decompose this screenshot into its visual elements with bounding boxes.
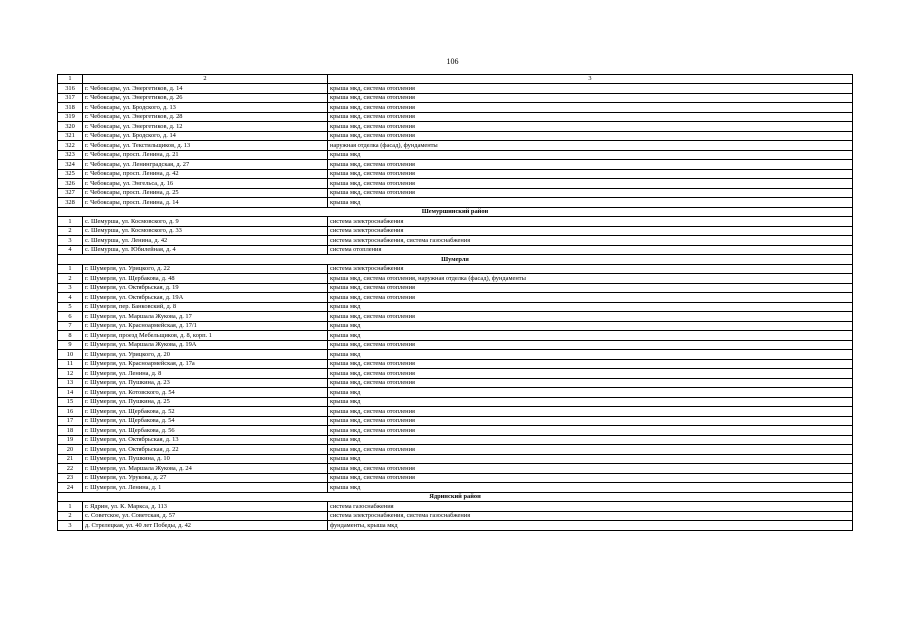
row-number: 14: [58, 388, 83, 398]
row-address: г. Шумерля, ул. Котовского, д. 54: [83, 388, 328, 398]
row-address: г. Шумерля, ул. Урукова, д. 27: [83, 473, 328, 483]
row-address: г. Шумерля, ул. Щербакова, д. 48: [83, 274, 328, 284]
row-works: крыша мкд: [328, 331, 853, 341]
row-address: г. Шумерля, ул. Ленина, д. 8: [83, 369, 328, 379]
row-number: 18: [58, 426, 83, 436]
column-header: 1: [58, 74, 83, 84]
row-works: крыша мкд, система отопления: [328, 359, 853, 369]
row-number: 1: [58, 502, 83, 512]
row-number: 7: [58, 321, 83, 331]
table-row: [58, 483, 853, 493]
row-works: крыша мкд, система отопления: [328, 84, 853, 94]
row-works: крыша мкд, система отопления: [328, 188, 853, 198]
row-address: г. Шумерля, ул. Октябрьская, д. 22: [83, 445, 328, 455]
row-address: г. Шумерля, ул. Урицкого, д. 22: [83, 264, 328, 274]
row-address: г. Шумерля, ул. Октябрьская, д. 13: [83, 435, 328, 445]
row-works: крыша мкд, система отопления: [328, 445, 853, 455]
table-row: [58, 103, 853, 113]
table-row: [58, 312, 853, 322]
row-number: 24: [58, 483, 83, 493]
table-row: [58, 464, 853, 474]
row-works: крыша мкд, система отопления: [328, 473, 853, 483]
row-works: крыша мкд: [328, 388, 853, 398]
row-number: 9: [58, 340, 83, 350]
table-row: [58, 131, 853, 141]
column-header: 2: [83, 74, 328, 84]
row-number: 8: [58, 331, 83, 341]
row-number: 319: [58, 112, 83, 122]
row-address: г. Чебоксары, просп. Ленина, д. 25: [83, 188, 328, 198]
row-number: 324: [58, 160, 83, 170]
row-works: крыша мкд, система отопления: [328, 131, 853, 141]
row-number: 322: [58, 141, 83, 151]
row-number: 4: [58, 245, 83, 255]
table-row: [58, 454, 853, 464]
row-works: крыша мкд: [328, 302, 853, 312]
row-number: 6: [58, 312, 83, 322]
row-number: 323: [58, 150, 83, 160]
table-row: [58, 245, 853, 255]
row-address: с. Шемурша, ул. Космовского, д. 9: [83, 217, 328, 227]
table-row: [58, 502, 853, 512]
row-number: 3: [58, 236, 83, 246]
row-number: 318: [58, 103, 83, 113]
row-address: г. Шумерля, ул. Щербакова, д. 52: [83, 407, 328, 417]
row-address: с. Шемурша, ул. Юбилейная, д. 4: [83, 245, 328, 255]
row-address: г. Ядрин, ул. К. Маркса, д. 113: [83, 502, 328, 512]
row-number: 327: [58, 188, 83, 198]
row-address: г. Шумерля, ул. Маршала Жукова, д. 24: [83, 464, 328, 474]
row-address: г. Шумерля, ул. Октябрьская, д. 19А: [83, 293, 328, 303]
table-body: [58, 74, 853, 530]
table-row: [58, 435, 853, 445]
row-number: 321: [58, 131, 83, 141]
table-row: [58, 293, 853, 303]
row-address: г. Чебоксары, ул. Энгельса, д. 16: [83, 179, 328, 189]
row-address: г. Чебоксары, ул. Энергетиков, д. 26: [83, 93, 328, 103]
table-row: [58, 150, 853, 160]
table-row: [58, 84, 853, 94]
row-works: крыша мкд: [328, 435, 853, 445]
row-number: 19: [58, 435, 83, 445]
row-number: 2: [58, 274, 83, 284]
table-row: [58, 217, 853, 227]
table-row: [58, 236, 853, 246]
row-works: крыша мкд, система отопления: [328, 169, 853, 179]
row-address: с. Шемурша, ул. Космовского, д. 33: [83, 226, 328, 236]
row-number: 10: [58, 350, 83, 360]
row-works: наружная отделка (фасад), фундаменты: [328, 141, 853, 151]
row-address: г. Шумерля, ул. Красноармейская, д. 17а: [83, 359, 328, 369]
row-works: крыша мкд, система отопления: [328, 369, 853, 379]
section-title: Шемуршинский район: [58, 207, 853, 217]
row-address: с. Шемурша, ул. Ленина, д. 42: [83, 236, 328, 246]
row-number: 316: [58, 84, 83, 94]
table-row: [58, 407, 853, 417]
table-row: [58, 340, 853, 350]
table-header-row: [58, 74, 853, 84]
row-number: 317: [58, 93, 83, 103]
table-row: [58, 93, 853, 103]
row-number: 16: [58, 407, 83, 417]
row-address: г. Чебоксары, ул. Бродского, д. 14: [83, 131, 328, 141]
row-address: г. Шумерля, ул. Щербакова, д. 54: [83, 416, 328, 426]
row-address: г. Шумерля, ул. Ленина, д. 1: [83, 483, 328, 493]
row-works: крыша мкд, система отопления: [328, 416, 853, 426]
row-works: крыша мкд: [328, 397, 853, 407]
table-row: [58, 445, 853, 455]
table-row: [58, 426, 853, 436]
table-row: [58, 521, 853, 531]
row-number: 15: [58, 397, 83, 407]
row-works: крыша мкд: [328, 483, 853, 493]
table-row: [58, 378, 853, 388]
works-table: [57, 74, 853, 531]
row-address: г. Шумерля, ул. Пушкина, д. 10: [83, 454, 328, 464]
row-address: г. Чебоксары, ул. Бродского, д. 13: [83, 103, 328, 113]
table-row: [58, 331, 853, 341]
row-number: 17: [58, 416, 83, 426]
row-number: 23: [58, 473, 83, 483]
row-number: 5: [58, 302, 83, 312]
table-row: [58, 274, 853, 284]
page-number: 106: [446, 57, 459, 66]
row-number: 2: [58, 226, 83, 236]
row-works: крыша мкд, система отопления, наружная отделка (фасад), фундаменты: [328, 274, 853, 284]
row-works: крыша мкд: [328, 321, 853, 331]
table-row: [58, 198, 853, 208]
section-row: [58, 492, 853, 502]
row-number: 22: [58, 464, 83, 474]
row-address: г. Чебоксары, ул. Энергетиков, д. 28: [83, 112, 328, 122]
table-row: [58, 112, 853, 122]
table-row: [58, 511, 853, 521]
row-number: 13: [58, 378, 83, 388]
row-works: крыша мкд, система отопления: [328, 103, 853, 113]
row-number: 4: [58, 293, 83, 303]
row-works: система газоснабжения: [328, 502, 853, 512]
section-title: Ядринский район: [58, 492, 853, 502]
row-works: система электроснабжения: [328, 226, 853, 236]
row-works: система электроснабжения, система газоснабжения: [328, 511, 853, 521]
row-works: крыша мкд, система отопления: [328, 312, 853, 322]
row-number: 12: [58, 369, 83, 379]
table-row: [58, 350, 853, 360]
table-row: [58, 302, 853, 312]
row-number: 2: [58, 511, 83, 521]
row-works: крыша мкд, система отопления: [328, 426, 853, 436]
row-works: система электроснабжения: [328, 217, 853, 227]
section-title: Шумерля: [58, 255, 853, 265]
table-row: [58, 388, 853, 398]
row-works: крыша мкд, система отопления: [328, 93, 853, 103]
row-address: г. Шумерля, проезд Мебельщиков, д. 8, корп. 1: [83, 331, 328, 341]
row-address: г. Чебоксары, ул. Энергетиков, д. 14: [83, 84, 328, 94]
row-address: г. Шумерля, ул. Октябрьская, д. 19: [83, 283, 328, 293]
table-row: [58, 369, 853, 379]
row-works: крыша мкд, система отопления: [328, 160, 853, 170]
row-address: г. Шумерля, ул. Красноармейская, д. 17/1: [83, 321, 328, 331]
row-address: с. Советское, ул. Советская, д. 57: [83, 511, 328, 521]
row-address: г. Чебоксары, просп. Ленина, д. 14: [83, 198, 328, 208]
row-number: 1: [58, 217, 83, 227]
row-address: д. Стрелецкая, ул. 40 лет Победы, д. 42: [83, 521, 328, 531]
table-row: [58, 359, 853, 369]
row-number: 11: [58, 359, 83, 369]
row-works: фундаменты, крыша мкд: [328, 521, 853, 531]
table-row: [58, 473, 853, 483]
table-row: [58, 283, 853, 293]
table-row: [58, 188, 853, 198]
row-works: система электроснабжения: [328, 264, 853, 274]
row-number: 3: [58, 521, 83, 531]
row-number: 21: [58, 454, 83, 464]
row-address: г. Шумерля, ул. Щербакова, д. 56: [83, 426, 328, 436]
row-address: г. Шумерля, ул. Пушкина, д. 23: [83, 378, 328, 388]
table-row: [58, 122, 853, 132]
row-address: г. Чебоксары, ул. Ленинградская, д. 27: [83, 160, 328, 170]
table-row: [58, 416, 853, 426]
row-works: крыша мкд: [328, 198, 853, 208]
row-address: г. Чебоксары, ул. Энергетиков, д. 12: [83, 122, 328, 132]
row-number: 20: [58, 445, 83, 455]
row-works: крыша мкд: [328, 454, 853, 464]
table-row: [58, 321, 853, 331]
column-header: 3: [328, 74, 853, 84]
row-address: г. Шумерля, ул. Маршала Жукова, д. 17: [83, 312, 328, 322]
row-address: г. Шумерля, ул. Урицкого, д. 20: [83, 350, 328, 360]
row-works: крыша мкд, система отопления: [328, 407, 853, 417]
row-number: 1: [58, 264, 83, 274]
row-works: крыша мкд: [328, 150, 853, 160]
row-address: г. Чебоксары, просп. Ленина, д. 42: [83, 169, 328, 179]
table-row: [58, 226, 853, 236]
row-works: крыша мкд, система отопления: [328, 112, 853, 122]
row-works: система электроснабжения, система газоснабжения: [328, 236, 853, 246]
table-row: [58, 397, 853, 407]
row-number: 320: [58, 122, 83, 132]
row-address: г. Шумерля, ул. Маршала Жукова, д. 19А: [83, 340, 328, 350]
row-works: крыша мкд, система отопления: [328, 122, 853, 132]
row-number: 3: [58, 283, 83, 293]
row-works: крыша мкд, система отопления: [328, 378, 853, 388]
table-row: [58, 264, 853, 274]
table-row: [58, 179, 853, 189]
section-row: [58, 255, 853, 265]
row-address: г. Шумерля, ул. Пушкина, д. 25: [83, 397, 328, 407]
section-row: [58, 207, 853, 217]
table-row: [58, 160, 853, 170]
row-works: крыша мкд, система отопления: [328, 179, 853, 189]
row-works: крыша мкд, система отопления: [328, 283, 853, 293]
row-address: г. Чебоксары, просп. Ленина, д. 21: [83, 150, 328, 160]
row-number: 326: [58, 179, 83, 189]
row-works: крыша мкд: [328, 350, 853, 360]
row-number: 325: [58, 169, 83, 179]
table-row: [58, 141, 853, 151]
row-works: крыша мкд, система отопления: [328, 464, 853, 474]
row-works: крыша мкд, система отопления: [328, 293, 853, 303]
row-address: г. Шумерля, пер. Банковский, д. 8: [83, 302, 328, 312]
row-number: 328: [58, 198, 83, 208]
table-row: [58, 169, 853, 179]
row-works: система отопления: [328, 245, 853, 255]
row-address: г. Чебоксары, ул. Текстильщиков, д. 13: [83, 141, 328, 151]
row-works: крыша мкд, система отопления: [328, 340, 853, 350]
